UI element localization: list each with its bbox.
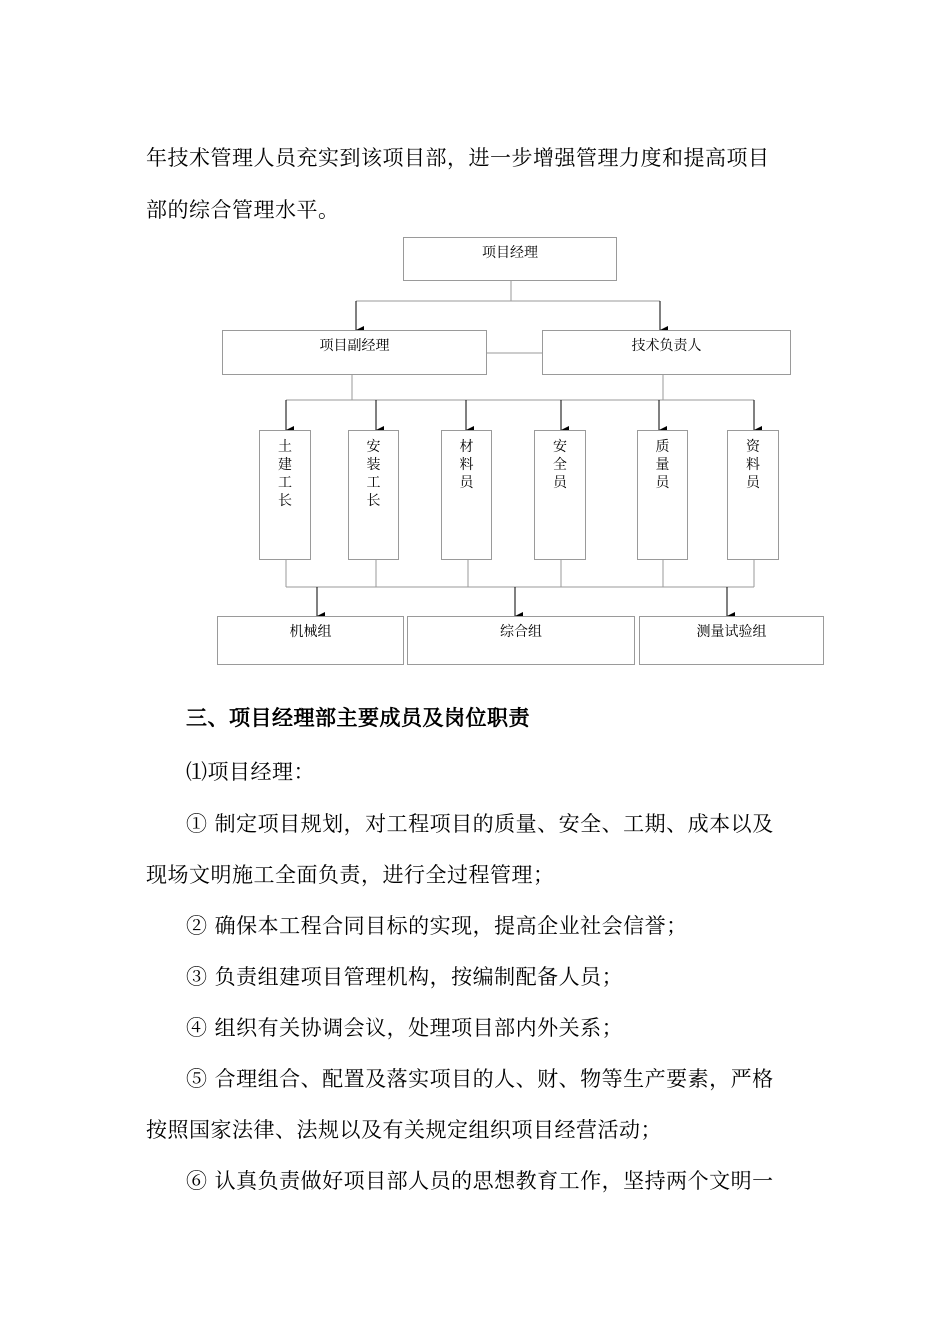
org-node-materials-officer	[441, 430, 492, 560]
org-node-document-officer	[727, 430, 779, 560]
duty-item-continuation: 现场文明施工全面负责，进行全过程管理；	[146, 863, 555, 887]
org-node-technical-lead	[542, 330, 791, 375]
org-node-install-foreman	[348, 430, 399, 560]
org-node-label: 项目副经理	[319, 338, 390, 354]
duty-item: ⑤ 合理组合、配置及落实项目的人、财、物等生产要素，严格	[186, 1067, 774, 1091]
org-node-deputy-manager	[222, 330, 487, 375]
org-node-label: 综合组	[500, 624, 542, 640]
subsection-title: ⑴项目经理：	[186, 760, 315, 784]
org-node-safety-officer	[534, 430, 586, 560]
org-node-survey-test-group	[639, 616, 824, 665]
org-node-general-group	[407, 616, 635, 665]
org-node-quality-officer	[637, 430, 688, 560]
org-node-label: 机械组	[289, 624, 332, 640]
org-node-project-manager	[403, 237, 617, 281]
org-node-label: 土建工长	[278, 439, 292, 509]
duty-item: ① 制定项目规划，对工程项目的质量、安全、工期、成本以及	[186, 812, 774, 836]
org-node-label: 质量员	[655, 439, 670, 491]
intro-line-1: 年技术管理人员充实到该项目部，进一步增强管理力度和提高项目	[146, 146, 770, 170]
duty-item: ④ 组织有关协调会议，处理项目部内外关系；	[186, 1016, 624, 1040]
org-node-label: 测量试验组	[696, 624, 767, 640]
intro-line-2: 部的综合管理水平。	[146, 198, 340, 222]
org-node-civil-foreman	[259, 430, 311, 560]
duty-item: ② 确保本工程合同目标的实现，提高企业社会信誉；	[186, 914, 688, 938]
org-node-label: 技术负责人	[631, 338, 702, 354]
duty-item: ③ 负责组建项目管理机构，按编制配备人员；	[186, 965, 624, 989]
section-heading: 三、项目经理部主要成员及岗位职责	[186, 705, 530, 730]
org-node-label: 项目经理	[482, 245, 538, 261]
org-node-label: 材料员	[459, 439, 474, 491]
org-node-label: 安全员	[553, 439, 567, 491]
duty-item-continuation: 按照国家法律、法规以及有关规定组织项目经营活动；	[146, 1118, 662, 1142]
org-node-label: 安装工长	[366, 439, 381, 509]
org-node-label: 资料员	[746, 439, 760, 491]
org-node-machinery-group	[217, 616, 404, 665]
duty-item: ⑥ 认真负责做好项目部人员的思想教育工作，坚持两个文明一	[186, 1169, 774, 1193]
